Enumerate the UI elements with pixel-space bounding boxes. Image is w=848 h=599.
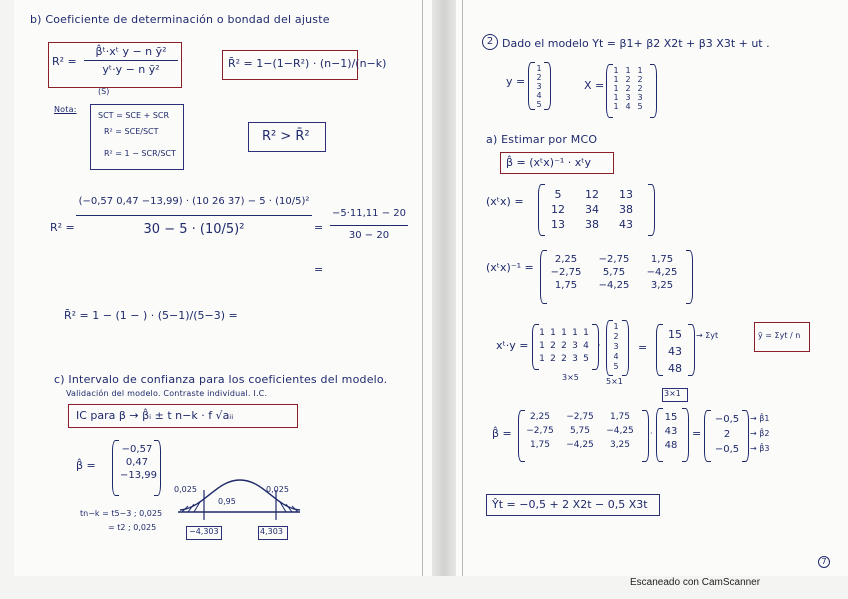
xty-lhs: xᵗ·y = [496,339,529,352]
equals: = [692,427,702,440]
inv-cell: −4,25 [646,267,678,278]
xty-cell: 43 [668,345,682,358]
page-edge-line [462,0,463,576]
fraction-bar [330,225,408,226]
nota-line-2: R² = SCE/SCT [104,127,159,136]
page-mark: 7 [818,556,830,568]
xt-cell: 3 [572,354,578,364]
calc-numerator: (−0,57 0,47 −13,99) · (10 26 37) − 5 · (10/5)² [78,196,310,207]
mean-formula: ȳ = Σyt / n [758,331,801,340]
inv-cell: 5,75 [602,267,626,278]
xtx-cell: 34 [585,203,599,216]
right-notebook-page [456,0,848,576]
right-paren [544,62,551,110]
beta-tags [750,414,780,453]
y-lhs: y = [506,75,526,88]
x-lhs: X = [584,79,605,92]
dim-result: 3×1 [664,389,681,398]
beta-vector [120,444,158,481]
xt-cell: 4 [583,341,589,351]
xt-cell: 5 [583,354,589,364]
t-critical-line1: tn−k = t5−3 ; 0,025 [80,509,163,518]
y-5: 5 [536,100,542,109]
t-negative: −4,303 [189,527,219,536]
calc-rhs-fraction [330,208,408,241]
x-cell: 3 [637,93,643,102]
heading-c-line1: c) Intervalo de confianza para los coeficientes del modelo. [54,373,388,386]
x-cell: 2 [625,84,631,93]
xtx-cell: 5 [554,188,562,201]
x-cell: 2 [637,75,643,84]
t-distribution-sketch [174,476,304,526]
model-statement: Dado el modelo Yt = β1+ β2 X2t + β3 X3t + ut . [502,37,770,50]
inv-cell: 1,75 [554,280,578,291]
xtx-cell: 13 [619,188,633,201]
xty-cell: 48 [668,362,682,375]
fraction-bar [84,60,178,61]
right-paren [686,250,693,304]
y-2: 2 [536,73,542,82]
inverse-lhs: (xᵗx)⁻¹ = [486,261,534,274]
ic-formula: IC para β → β̂ᵢ ± t n−k · f √aᵢᵢ [76,409,234,422]
left-paren [538,184,545,236]
yv-cell: 4 [613,352,619,361]
beta-2: 0,47 [125,457,149,468]
beta-1: −0,57 [121,444,153,455]
heading-b: b) Coeficiente de determinación o bondad del ajuste [30,13,330,26]
xt-cell: 2 [561,341,567,351]
inv-cell: 3,25 [609,440,631,450]
xtx-cell: 43 [619,218,633,231]
right-paren [682,408,689,462]
x-cell: 4 [625,102,631,111]
r2-mark: (S) [98,87,110,96]
xt-cell: 1 [550,328,556,338]
right-paren [622,320,629,376]
ols-formula: β̂ = (xᵗx)⁻¹ · xᵗy [506,156,592,169]
x-cell: 1 [613,75,619,84]
xt-cell: 2 [550,354,556,364]
adjusted-calc-line: R̄² = 1 − (1 − ) · (5−1)/(5−3) = [64,309,238,322]
xtx-cell: 38 [619,203,633,216]
x-cell: 1 [625,66,631,75]
x-cell: 3 [625,93,631,102]
yv-cell: 5 [613,362,619,371]
inv-cell: 1,75 [650,254,674,265]
calc-denominator: 30 − 5 · (10/5)² [143,222,245,237]
beta-tag: → β̂3 [750,444,770,453]
nota-line-1: SCT = SCE + SCR [98,111,170,120]
beta-lhs: β̂ = [76,459,96,472]
notebook-spine [432,0,456,576]
xt-cell: 1 [539,341,545,351]
inv-cell: −4,25 [606,426,634,436]
calc-equals: = [314,221,324,234]
inv-cell: −2,75 [566,412,594,422]
r2-fraction [84,45,178,76]
inv-cell: −4,25 [598,280,630,291]
xt-cell: 1 [572,328,578,338]
x-cell: 2 [637,84,643,93]
x-matrix [612,66,644,111]
right-paren [688,324,695,376]
part-a-heading: a) Estimar por MCO [486,133,598,146]
yv-cell: 3 [613,342,619,351]
t-positive: 4,303 [260,527,283,536]
xty-cell: 48 [664,440,678,451]
right-paren [648,184,655,236]
x-cell: 1 [637,66,643,75]
xt-cell: 1 [583,328,589,338]
x-cell: 1 [613,93,619,102]
xt-cell: 1 [539,354,545,364]
xty-vector-2 [662,412,680,451]
r2-inequality: R² > R̄² [262,129,310,144]
xtx-lhs: (xᵗx) = [486,195,524,208]
calc-lhs: R² = [50,221,75,234]
dot-operator: · [598,341,601,350]
inv-cell: 1,75 [609,412,631,422]
xtx-cell: 13 [551,218,565,231]
inv-cell: −2,75 [598,254,630,265]
dot-operator: · [650,429,653,438]
y-1: 1 [536,64,542,73]
right-paren [642,410,649,462]
right-paren [650,64,657,118]
xty-cell: 15 [668,328,682,341]
xtx-matrix [546,188,638,231]
x-cell: 5 [637,102,643,111]
beta-lhs: β̂ = [492,427,512,440]
left-paren [112,440,119,496]
calc-rhs-numerator: −5·11,11 − 20 [331,208,406,219]
x-cell: 2 [625,75,631,84]
r2-numerator: β̂ᵗ·xᵗ y − n ȳ² [95,45,167,58]
beta-result-vector [710,414,744,455]
nota-label: Nota: [54,105,77,114]
inv-cell: −2,75 [526,426,554,436]
xt-cell: 1 [539,328,545,338]
heading-c-line2: Validación del modelo. Contraste individual. I.C. [66,389,268,398]
xt-cell: 3 [572,341,578,351]
alpha-right: 0,025 [266,485,289,494]
xtx-cell: 38 [585,218,599,231]
y-vector-2 [612,322,620,371]
xtx-cell: 12 [585,188,599,201]
dim-y: 5×1 [606,377,623,386]
calc-fraction [76,196,312,237]
inv-cell: −2,75 [550,267,582,278]
x-cell: 1 [613,102,619,111]
yv-cell: 1 [613,322,619,331]
fitted-model: Ŷt = −0,5 + 2 X2t − 0,5 X3t [492,498,648,511]
y-3: 3 [536,82,542,91]
y-vector [534,64,544,109]
nota-line-3: R² = 1 − SCR/SCT [104,149,176,158]
r2-adjusted-formula: R̄² = 1−(1−R²) · (n−1)/(n−k) [228,57,387,70]
beta-tag: → β̂2 [750,429,770,438]
inv-cell: 2,25 [529,412,551,422]
page-edge-line [422,0,423,576]
right-paren [154,440,161,496]
inv-cell: −4,25 [566,440,594,450]
calc-rhs-denominator: 30 − 20 [348,230,390,241]
r2-denominator: yᵗ·y − n ȳ² [102,63,160,76]
inverse-matrix-2 [522,412,638,450]
dim-xt: 3×5 [562,373,579,382]
xt-cell: 2 [550,341,556,351]
confidence-level: 0,95 [218,497,236,506]
inv-cell: 5,75 [569,426,591,436]
xt-cell: 1 [561,328,567,338]
beta-res-cell: 2 [723,429,731,440]
problem-number: 2 [482,34,498,50]
calc-equals-2: = [314,263,324,276]
xty-cell: 15 [664,412,678,423]
t-critical-line2: = t2 ; 0,025 [108,523,157,532]
xtx-cell: 12 [551,203,565,216]
fraction-bar [76,215,312,216]
beta-res-cell: −0,5 [714,444,740,455]
inv-cell: 1,75 [529,440,551,450]
beta-res-cell: −0,5 [714,414,740,425]
beta-3: −13,99 [120,470,158,481]
xty-cell: 43 [664,426,678,437]
xty-vector [664,328,686,375]
alpha-left: 0,025 [174,485,197,494]
xt-cell: 2 [561,354,567,364]
x-cell: 1 [613,84,619,93]
inv-cell: 3,25 [650,280,674,291]
yv-cell: 2 [613,332,619,341]
r2-lhs: R² = [52,55,77,68]
left-paren [656,324,663,376]
xt-matrix [538,328,590,364]
right-paren [742,410,749,462]
inverse-matrix [546,254,682,291]
scanner-watermark: Escaneado con CamScanner [630,577,761,588]
sum-note: → Σyt [696,331,719,340]
x-cell: 1 [613,66,619,75]
left-notebook-page [14,0,432,576]
inv-cell: 2,25 [554,254,578,265]
equals: = [638,341,648,354]
y-4: 4 [536,91,542,100]
beta-tag: → β̂1 [750,414,770,423]
